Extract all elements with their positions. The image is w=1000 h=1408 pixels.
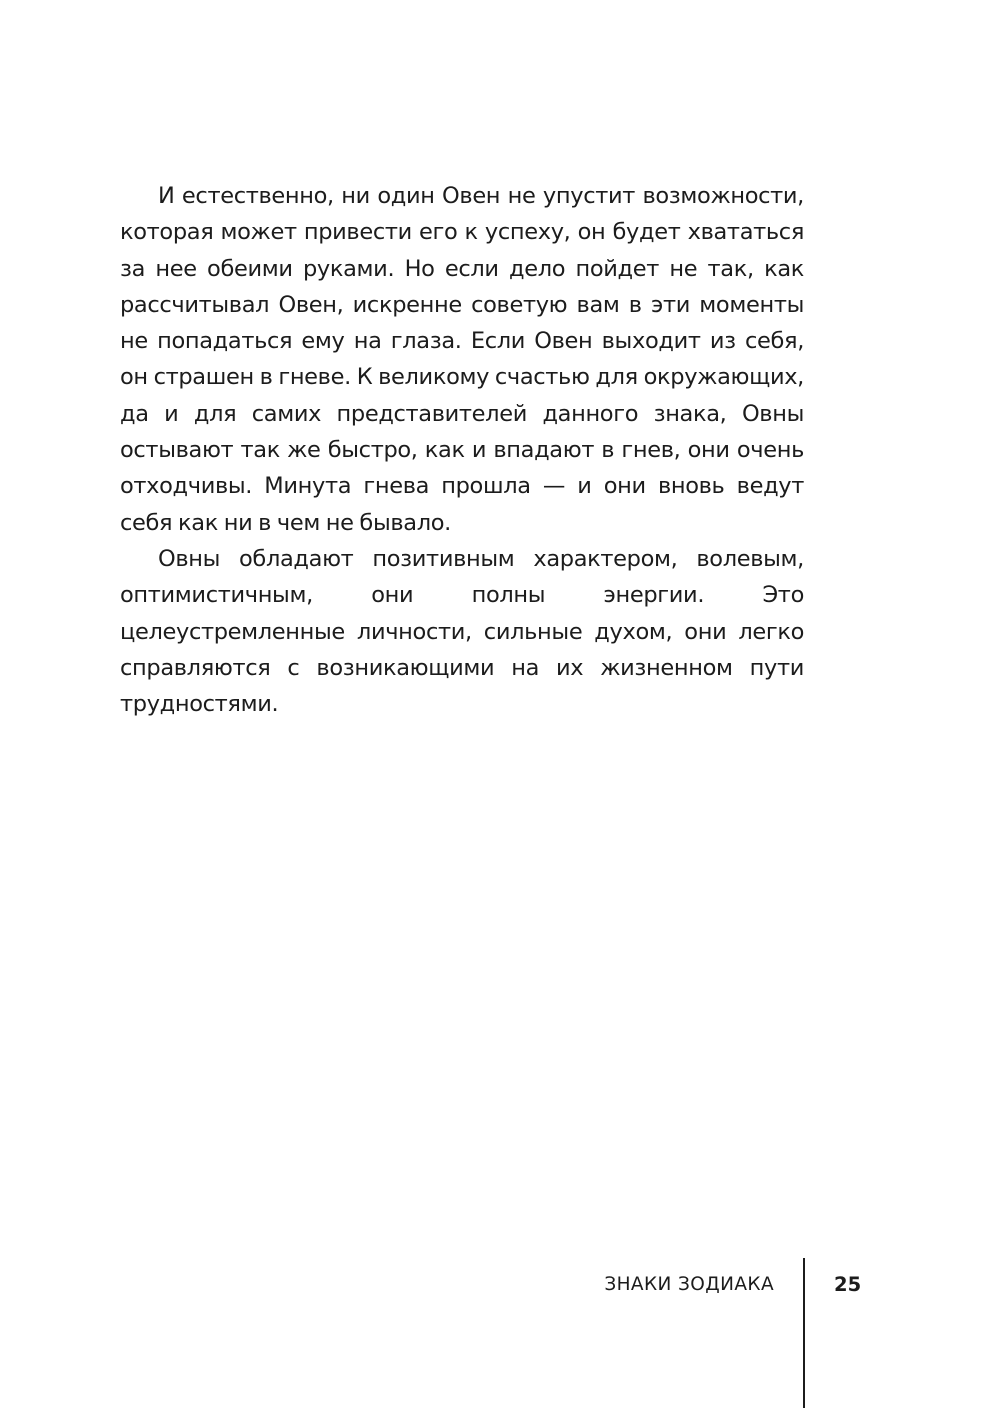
footer-divider [803, 1258, 805, 1408]
paragraph: Овны обладают позитивным характером, волевым, оптимистичным, они полны энергии. Это целеустремленные личности, сильные духом, они легко справляются с возникающими на их жизненном пути трудностями. [120, 545, 804, 718]
running-footer-section-title: ЗНАКИ ЗОДИАКА [604, 1274, 774, 1295]
body-text [120, 178, 804, 722]
paragraph: И естественно, ни один Овен не упустит возможности, которая может привести его к успеху, он будет хвататься за нее обеими руками. Но если дело пойдет не так, как рассчитывал Овен, искренне советую вам в эти моменты не попадаться ему на глаза. Если Овен выходит из себя, он страшен в гневе. К великому счастью для окружающих, да и для самих представителей данного знака, Овны остывают так же быстро, как и впадают в гнев, они очень отходчивы. Минута гнева прошла — и они вновь ведут себя как ни в чем не бывало. [120, 183, 804, 536]
page-number: 25 [834, 1273, 862, 1296]
